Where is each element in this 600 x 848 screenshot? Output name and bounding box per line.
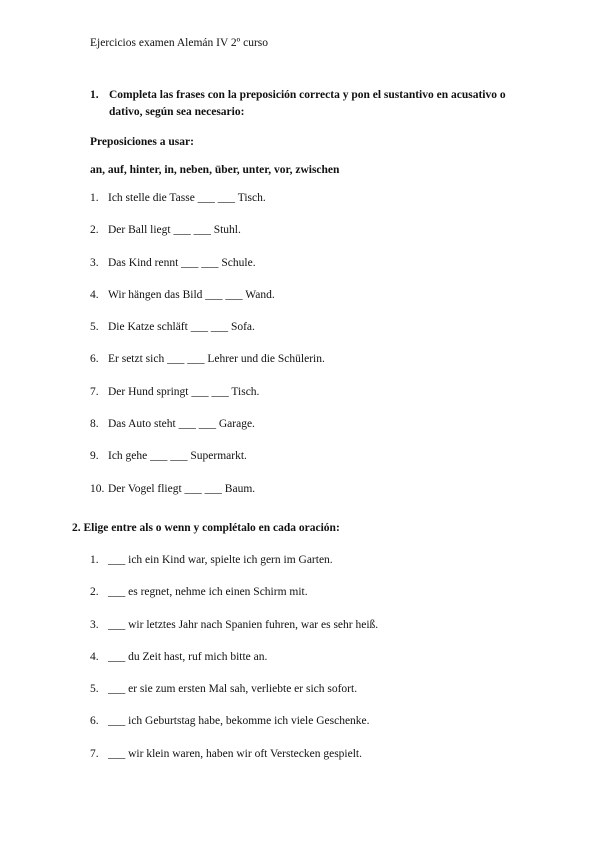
item-number: 1. (90, 192, 99, 204)
item-text: ___ es regnet, nehme ich einen Schirm mit. (108, 586, 308, 599)
item-text: ___ er sie zum ersten Mal sah, verliebte er sich sofort. (108, 683, 358, 696)
exercise-item (90, 352, 325, 384)
item-number: 8. (90, 418, 99, 431)
section1-instructions: Completa las frases con la preposición correcta y pon el sustantivo en acusativo o dativo, según sea necesario: (109, 89, 506, 118)
item-text: Die Katze schläft ___ ___ Sofa. (108, 321, 255, 334)
prepositions-list: an, auf, hinter, in, neben, über, unter, vor, zwischen (90, 164, 340, 176)
item-text: Ich stelle die Tasse ___ ___ Tisch. (108, 192, 266, 204)
exercise-item (90, 385, 325, 417)
exercise-item (90, 256, 325, 288)
exercise-item (90, 417, 325, 449)
item-number: 2. (90, 586, 99, 599)
item-text: ___ wir letztes Jahr nach Spanien fuhren, war es sehr heiß. (108, 618, 379, 631)
item-number: 6. (90, 353, 99, 366)
prepositions-heading: Preposiciones a usar: (90, 136, 194, 148)
section1-exercise-list (90, 191, 325, 514)
document-header: Ejercicios examen Alemán IV 2º curso (90, 37, 269, 49)
item-number: 6. (90, 715, 99, 728)
item-number: 7. (90, 747, 99, 760)
item-number: 1. (90, 554, 99, 566)
exercise-item (90, 320, 325, 352)
item-number: 5. (90, 321, 99, 334)
exercise-item (90, 482, 325, 514)
exercise-item (90, 747, 378, 779)
exercise-item (90, 288, 325, 320)
item-number: 4. (90, 650, 99, 663)
item-number: 2. (90, 224, 99, 237)
exercise-item (90, 650, 378, 682)
section2-exercise-list (90, 553, 378, 779)
exercise-item (90, 191, 325, 223)
item-text: ___ wir klein waren, haben wir oft Verstecken gespielt. (108, 747, 362, 760)
section2-title: 2. Elige entre als o wenn y complétalo en cada oración: (72, 522, 340, 534)
section1-number: 1. (90, 89, 99, 101)
item-text: Das Auto steht ___ ___ Garage. (108, 418, 255, 431)
item-text: Der Hund springt ___ ___ Tisch. (108, 385, 260, 398)
item-text: Das Kind rennt ___ ___ Schule. (108, 256, 256, 269)
item-text: ___ ich Geburtstag habe, bekomme ich viele Geschenke. (108, 715, 370, 728)
item-number: 3. (90, 256, 99, 269)
item-text: Er setzt sich ___ ___ Lehrer und die Schülerin. (108, 353, 325, 366)
item-text: Der Vogel fliegt ___ ___ Baum. (108, 482, 256, 495)
item-number: 4. (90, 288, 99, 301)
exercise-item (90, 553, 378, 585)
exercise-item (90, 585, 378, 617)
item-number: 9. (90, 450, 99, 463)
item-number: 7. (90, 385, 99, 398)
item-number: 3. (90, 618, 99, 631)
exercise-item (90, 714, 378, 746)
item-text: ___ ich ein Kind war, spielte ich gern im Garten. (108, 554, 333, 566)
item-text: ___ du Zeit hast, ruf mich bitte an. (108, 650, 268, 663)
section1-title (90, 87, 540, 121)
exercise-item (90, 449, 325, 481)
exercise-item (90, 682, 378, 714)
item-text: Wir hängen das Bild ___ ___ Wand. (108, 288, 275, 301)
item-text: Ich gehe ___ ___ Supermarkt. (108, 450, 247, 463)
item-number: 5. (90, 683, 99, 696)
exercise-item (90, 223, 325, 255)
exercise-item (90, 618, 378, 650)
item-text: Der Ball liegt ___ ___ Stuhl. (108, 224, 241, 237)
item-number: 10. (90, 482, 105, 495)
